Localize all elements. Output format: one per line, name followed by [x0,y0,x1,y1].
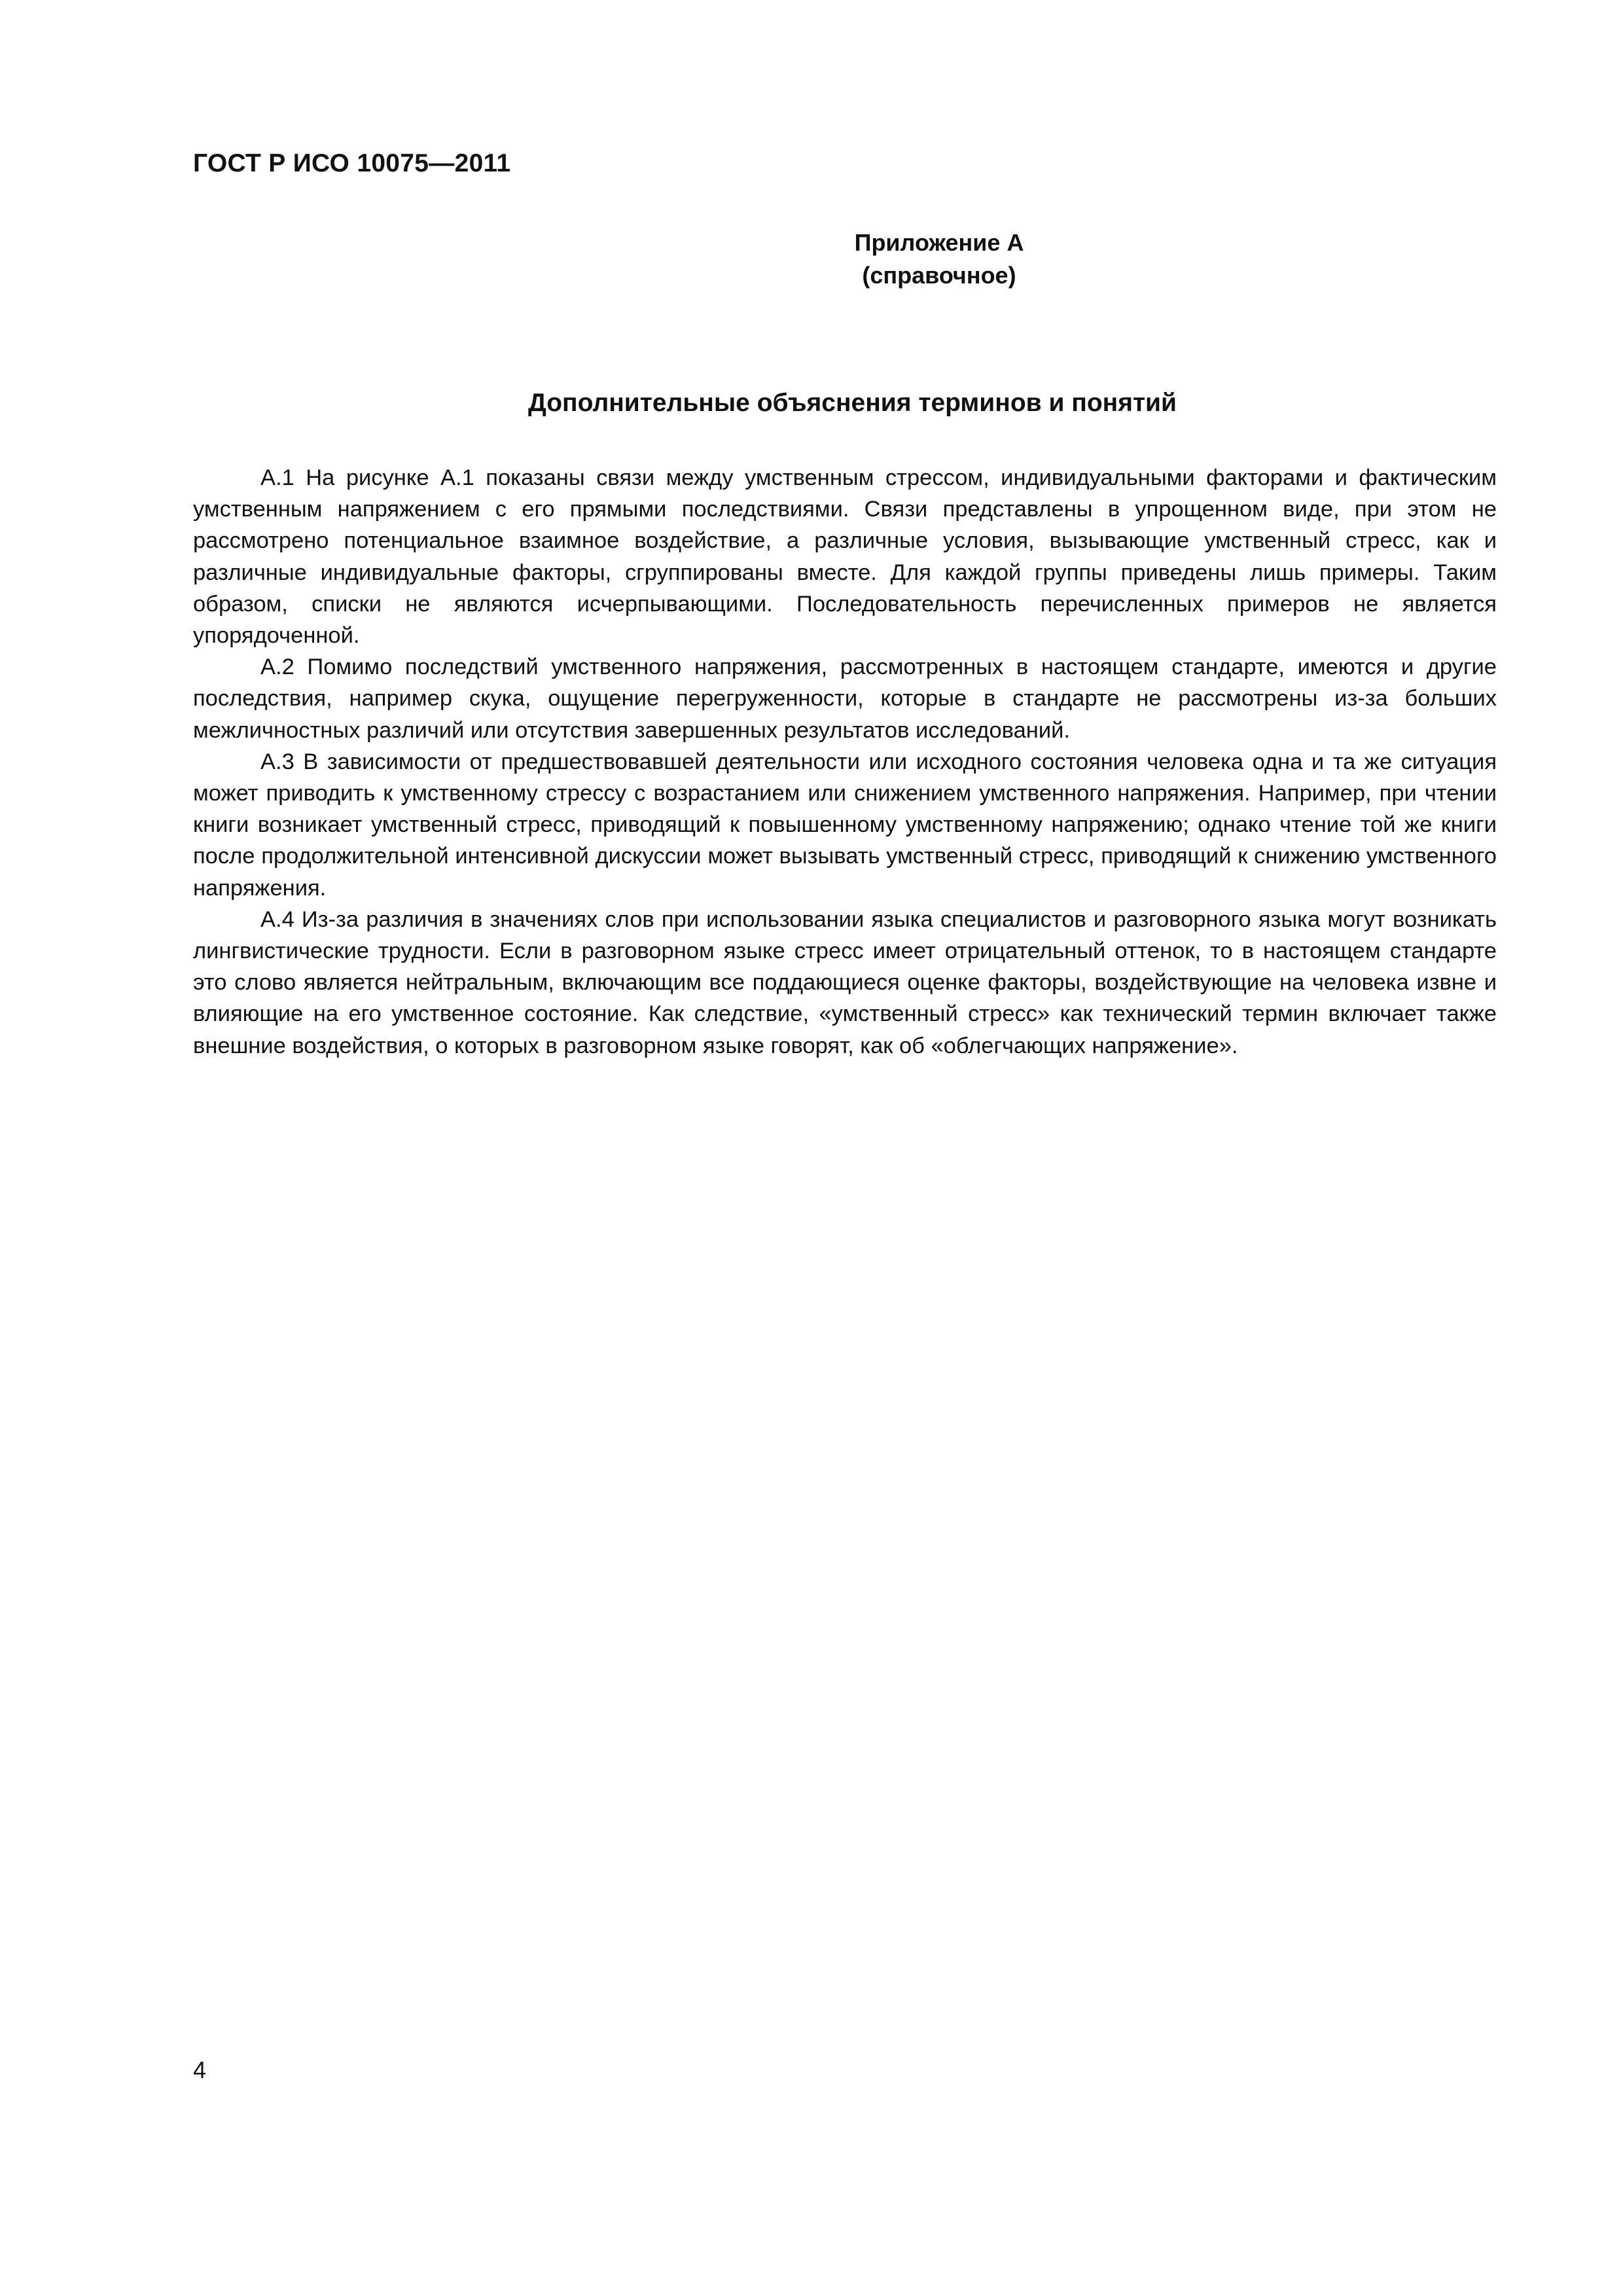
annex-heading [0,226,1623,292]
paragraph-a1: А.1 На рисунке А.1 показаны связи между умственным стрессом, индивидуальными факторами и фактическим умственным напряжением с его прямыми последствиями. Связи представлены в упрощенном виде, при этом не рассмотрено потенциальное взаимное воздействие, а различные условия, вызывающие умственный стресс, как и различные индивидуальные факторы, сгруппированы вместе. Для каждой группы приведены лишь примеры. Таким образом, списки не являются исчерпывающими. Последовательность перечисленных примеров не является упорядоченной. [193,465,1497,649]
section-title: Дополнительные объяснения терминов и понятий [527,389,1177,417]
page-number: 4 [193,2056,207,2083]
body-text [193,462,1497,1062]
document-code-header: ГОСТ Р ИСО 10075—2011 [193,149,511,177]
annex-status: (справочное) [862,262,1016,289]
paragraph-a4: А.4 Из-за различия в значениях слов при использовании языка специалистов и разговорного языка могут возникать лингвистические трудности. Если в разговорном языке стресс имеет отрицательный оттенок, то в настоящем стандарте это слово является нейтральным, включающим все поддающиеся оценке факторы, воздействующие на человека извне и влияющие на его умственное состояние. Как следствие, «умственный стресс» как технический термин включает также внешние воздействия, о которых в разговорном языке говорят, как об «облегчающих напряжение». [193,906,1497,1058]
paragraph-a3: А.3 В зависимости от предшествовавшей деятельности или исходного состояния человека одна и та же ситуация может приводить к умственному стрессу с возрастанием или снижением умственного напряжения. Например, при чтении книги возникает умственный стресс, приводящий к повышенному умственному напряжению; однако чтение той же книги после продолжительной интенсивной дискуссии может вызывать умственный стресс, приводящий к снижению умственного напряжения. [193,749,1497,901]
paragraph-a2: А.2 Помимо последствий умственного напряжения, рассмотренных в настоящем стандарте, имеются и другие последствия, например скука, ощущение перегруженности, которые в стандарте не рассмотрены из-за больших межличностных различий или отсутствия завершенных результатов исследований. [193,655,1497,743]
annex-title: Приложение А [854,229,1024,256]
